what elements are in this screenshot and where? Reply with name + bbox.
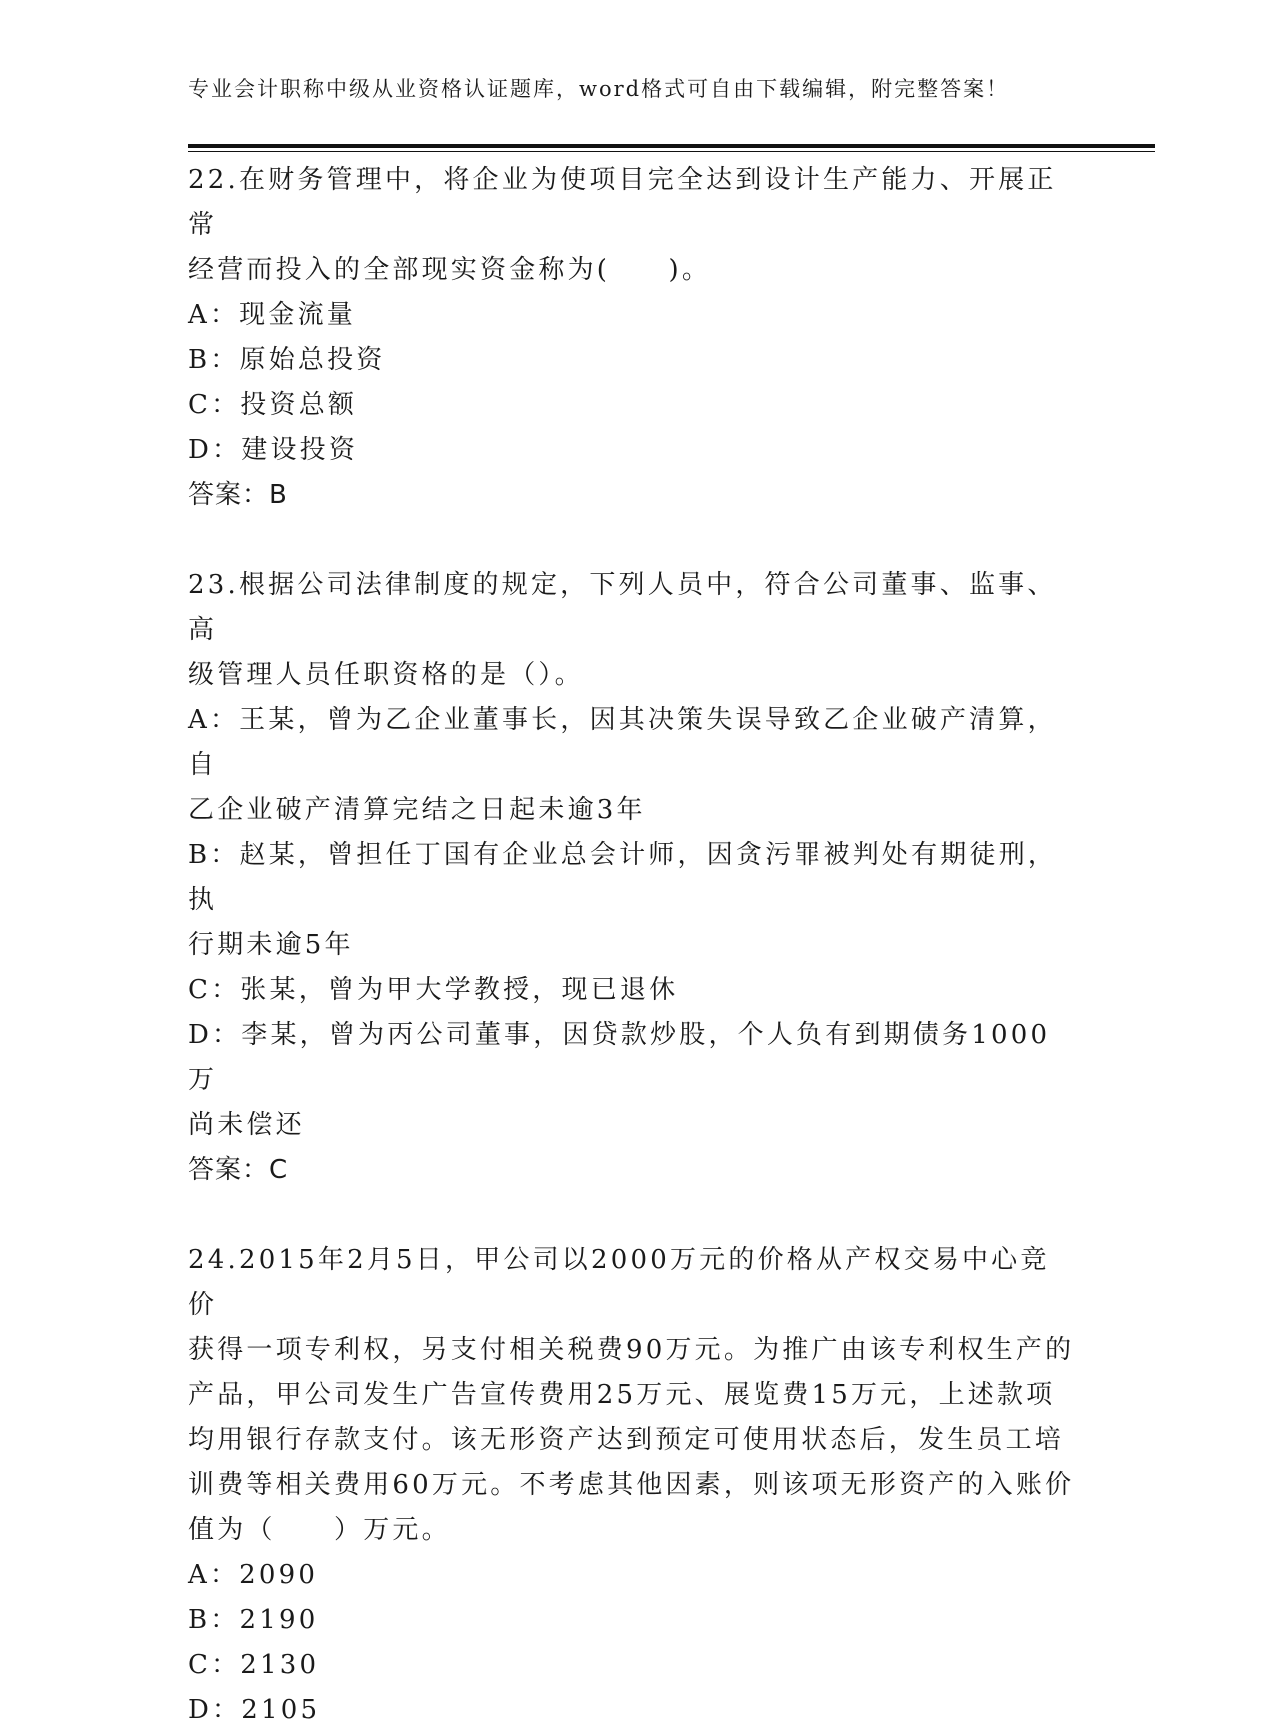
option-b: B：2190 bbox=[188, 1605, 319, 1635]
question-23 bbox=[188, 563, 1078, 1193]
question-stem-line: 22.在财务管理中，将企业为使项目完全达到设计生产能力、开展正常 bbox=[188, 165, 1057, 240]
question-stem-line: 级管理人员任职资格的是（）。 bbox=[188, 660, 584, 690]
question-stem-line: 训费等相关费用60万元。不考虑其他因素，则该项无形资产的入账价 bbox=[188, 1470, 1075, 1500]
option-a: A：王某，曾为乙企业董事长，因其决策失误导致乙企业破产清算，自 bbox=[188, 705, 1057, 780]
option-b-continued: 行期未逾5年 bbox=[188, 930, 354, 960]
question-stem-line: 经营而投入的全部现实资金称为( )。 bbox=[188, 255, 712, 285]
option-a: A：2090 bbox=[188, 1560, 319, 1590]
option-b: B：原始总投资 bbox=[188, 345, 386, 375]
option-d: D：建设投资 bbox=[188, 435, 359, 465]
spacer bbox=[188, 518, 1078, 563]
option-a: A：现金流量 bbox=[188, 300, 356, 330]
option-a-continued: 乙企业破产清算完结之日起未逾3年 bbox=[188, 795, 646, 825]
option-d: D：2105 bbox=[188, 1695, 321, 1725]
question-22 bbox=[188, 158, 1078, 518]
question-stem-line: 24.2015年2月5日，甲公司以2000万元的价格从产权交易中心竞价 bbox=[188, 1245, 1050, 1320]
question-24 bbox=[188, 1238, 1078, 1733]
option-c: C：张某，曾为甲大学教授，现已退休 bbox=[188, 975, 679, 1005]
option-d-continued: 尚未偿还 bbox=[188, 1110, 305, 1140]
question-list bbox=[188, 158, 1078, 1733]
option-c: C：投资总额 bbox=[188, 390, 358, 420]
page-header: 专业会计职称中级从业资格认证题库，word格式可自由下载编辑，附完整答案！ bbox=[188, 77, 1010, 101]
option-d: D：李某，曾为丙公司董事，因贷款炒股，个人负有到期债务1000万 bbox=[188, 1020, 1051, 1095]
question-stem-line: 获得一项专利权，另支付相关税费90万元。为推广由该专利权生产的 bbox=[188, 1335, 1075, 1365]
answer: 答案：C bbox=[188, 1155, 289, 1185]
answer: 答案：B bbox=[188, 480, 288, 510]
question-stem-line: 23.根据公司法律制度的规定，下列人员中，符合公司董事、监事、高 bbox=[188, 570, 1057, 645]
spacer bbox=[188, 1193, 1078, 1238]
question-stem-line: 均用银行存款支付。该无形资产达到预定可使用状态后，发生员工培 bbox=[188, 1425, 1065, 1455]
option-c: C：2130 bbox=[188, 1650, 320, 1680]
header-rule-thin bbox=[188, 151, 1155, 152]
question-stem-line: 产品，甲公司发生广告宣传费用25万元、展览费15万元，上述款项 bbox=[188, 1380, 1056, 1410]
option-b: B：赵某，曾担任丁国有企业总会计师，因贪污罪被判处有期徒刑，执 bbox=[188, 840, 1058, 915]
question-stem-line: 值为（ ）万元。 bbox=[188, 1515, 451, 1545]
header-rule-thick bbox=[188, 144, 1155, 148]
